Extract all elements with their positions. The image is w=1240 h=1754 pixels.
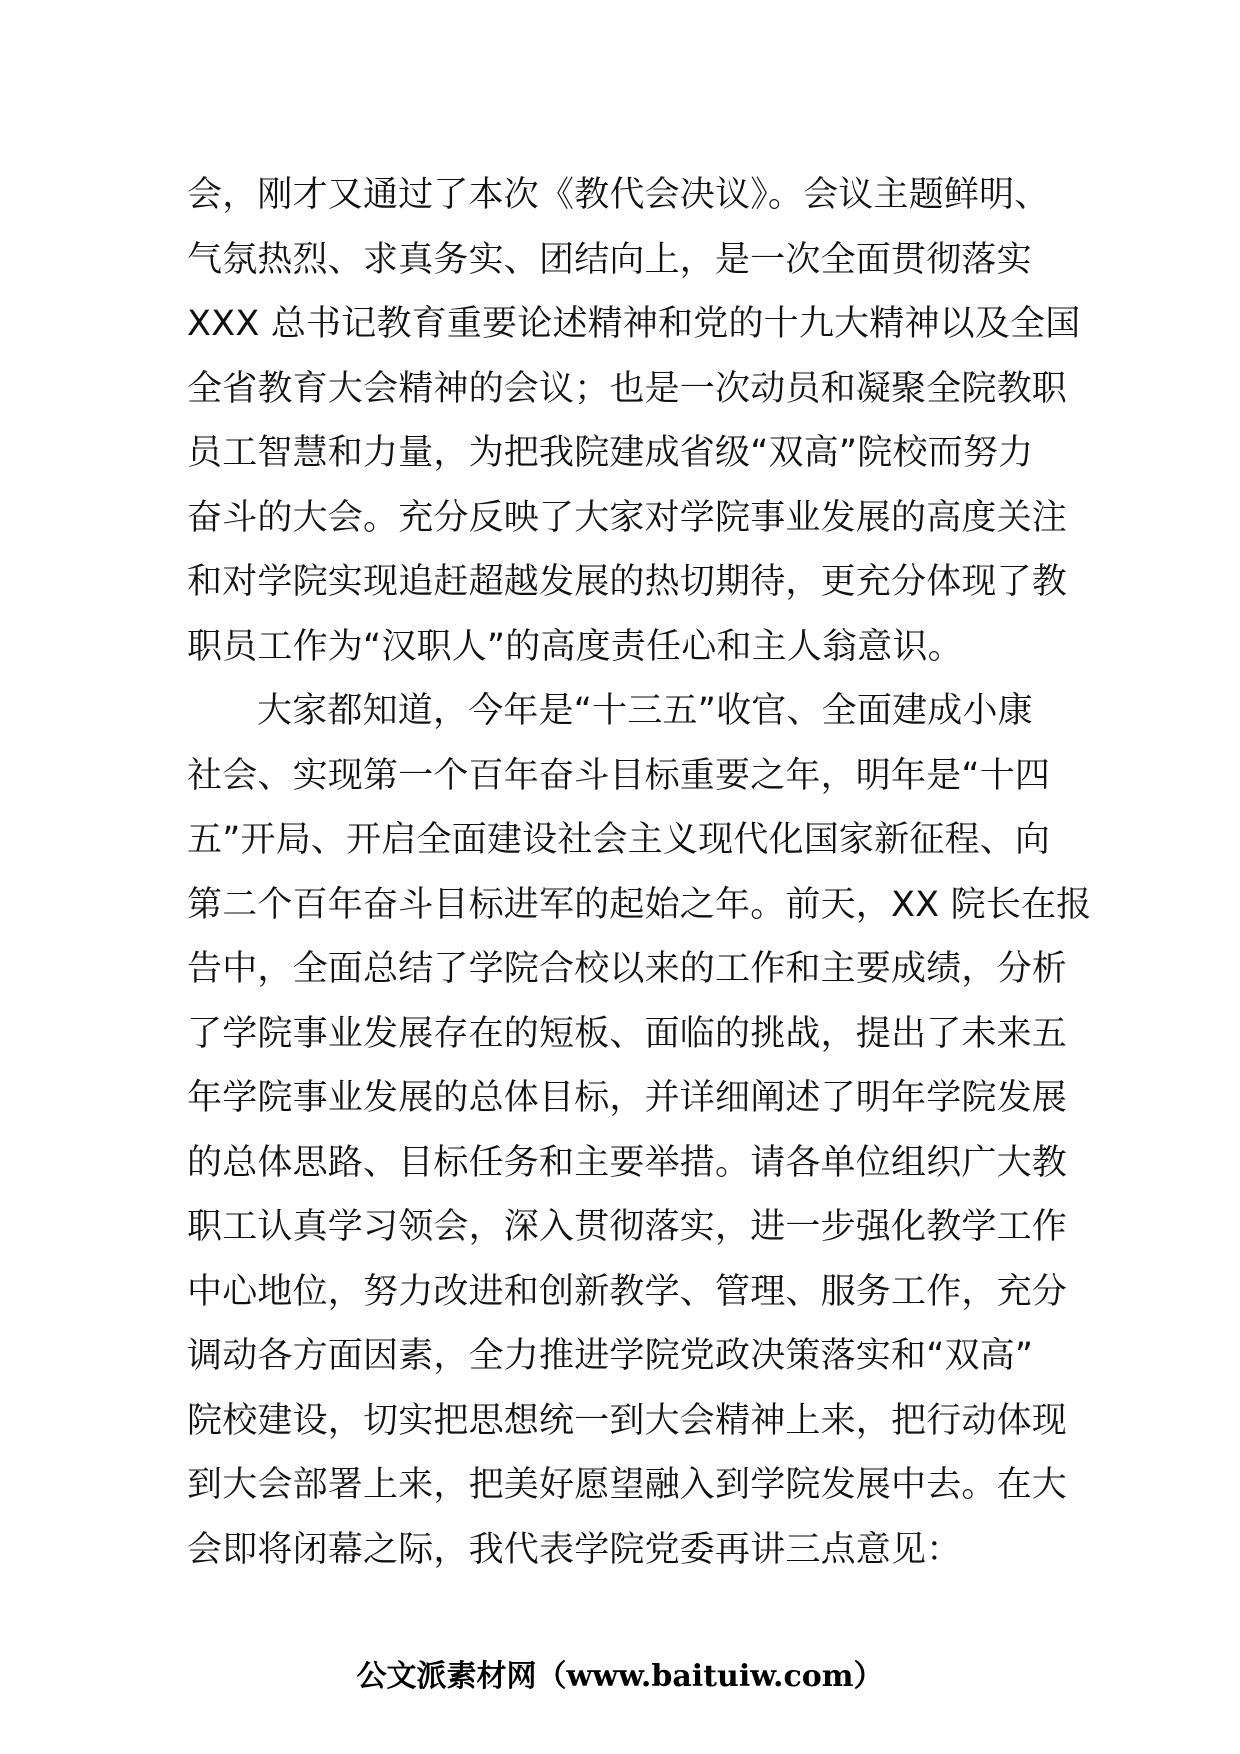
paragraph-2-line-6: 了学院事业发展存在的短板、面临的挑战，提出了未来五 xyxy=(187,1013,1068,1054)
paragraph-1-line-1: 会，刚才又通过了本次《教代会决议》。会议主题鲜明、 xyxy=(187,175,1050,215)
paragraph-2-line-14: 会即将闭幕之际，我代表学院党委再讲三点意见： xyxy=(187,1529,962,1570)
paragraph-2-line-1: 大家都知道，今年是“十三五”收官、全面建成小康 xyxy=(257,691,1033,731)
paragraph-1-line-2: 气氛热烈、求真务实、团结向上，是一次全面贯彻落实 xyxy=(187,239,1032,280)
paragraph-2-line-4: 第二个百年奋斗目标进军的起始之年。前天，XX 院长在报 xyxy=(187,884,1092,925)
paragraph-2-line-11: 调动各方面因素，全力推进学院党政决策落实和“双高” xyxy=(187,1336,1034,1376)
paragraph-2-line-3: 五”开局、开启全面建设社会主义现代化国家新征程、向 xyxy=(187,820,1051,860)
paragraph-1-line-6: 奋斗的大会。充分反映了大家对学院事业发展的高度关注 xyxy=(187,497,1068,538)
paragraph-2-line-2: 社会、实现第一个百年奋斗目标重要之年，明年是“十四 xyxy=(187,755,1051,796)
paragraph-2-line-10: 中心地位，努力改进和创新教学、管理、服务工作，充分 xyxy=(187,1271,1068,1312)
paragraph-1-line-5: 员工智慧和力量，为把我院建成省级“双高”院校而努力 xyxy=(187,433,1034,473)
paragraph-1-line-7: 和对学院实现追赶超越发展的热切期待，更充分体现了教 xyxy=(187,562,1068,602)
paragraph-2-line-5: 告中，全面总结了学院合校以来的工作和主要成绩，分析 xyxy=(187,949,1068,989)
paragraph-2-line-12: 院校建设，切实把思想统一到大会精神上来，把行动体现 xyxy=(187,1400,1068,1441)
paragraph-2-line-9: 职工认真学习领会，深入贯彻落实，进一步强化教学工作 xyxy=(187,1207,1068,1247)
paragraph-1-line-3: XXX 总书记教育重要论述精神和党的十九大精神以及全国 xyxy=(187,304,1081,344)
paragraph-1-line-4: 全省教育大会精神的会议；也是一次动员和凝聚全院教职 xyxy=(187,368,1068,409)
paragraph-2-line-8: 的总体思路、目标任务和主要举措。请各单位组织广大教 xyxy=(187,1142,1068,1183)
paragraph-2-line-13: 到大会部署上来，把美好愿望融入到学院发展中去。在大 xyxy=(187,1465,1068,1505)
paragraph-1-line-8: 职员工作为“汉职人”的高度责任心和主人翁意识。 xyxy=(187,626,963,667)
footer-watermark: 公文派素材网（www.baituiw.com） xyxy=(356,1659,884,1694)
document-body xyxy=(187,163,1092,1582)
paragraph-2-line-7: 年学院事业发展的总体目标，并详细阐述了明年学院发展 xyxy=(187,1078,1068,1118)
